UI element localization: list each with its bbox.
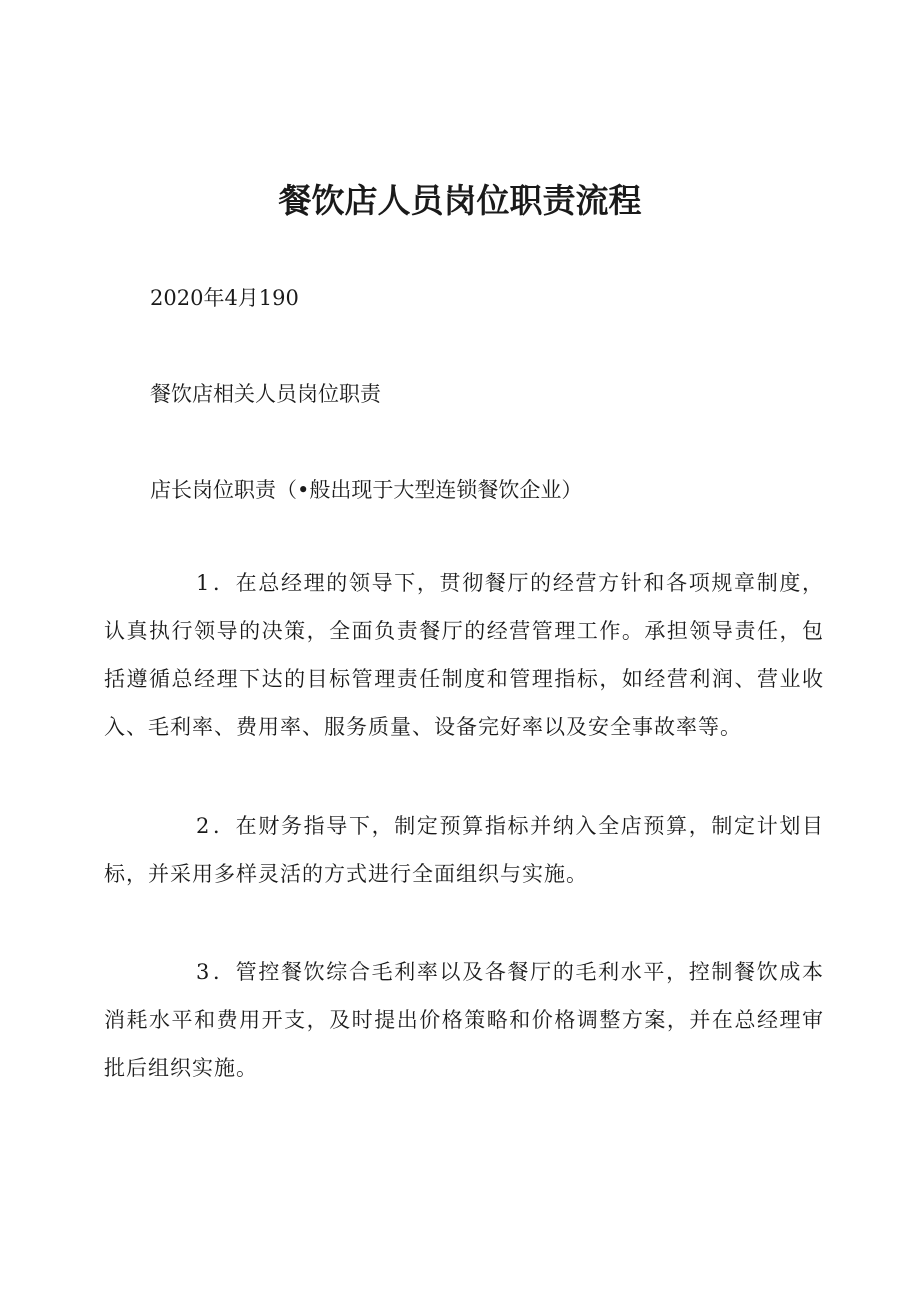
list-item-1 — [104, 559, 824, 751]
document-title: 餐饮店人员岗位职责流程 — [278, 181, 642, 220]
item-number: 2 — [196, 814, 211, 838]
item-text: ．在总经理的领导下，贯彻餐厅的经营方针和各项规章制度，认真执行领导的决策，全面负责餐厅的经营管理工作。承担领导责任，包括遵循总经理下达的目标管理责任制度和管理指标，如经营利润、营业收入、毛利率、费用率、服务质量、设备完好率以及安全事故率等。 — [104, 571, 824, 739]
item-text: ．在财务指导下，制定预算指标并纳入全店预算，制定计划目标，并采用多样灵活的方式进行全面组织与实施。 — [104, 814, 824, 886]
document-date: 2020年4月190 — [150, 286, 299, 310]
item-number: 3 — [196, 960, 211, 984]
list-item-2 — [104, 802, 824, 898]
item-text: ．管控餐饮综合毛利率以及各餐厅的毛利水平，控制餐饮成本消耗水平和费用开支，及时提出价格策略和价格调整方案，并在总经理审批后组织实施。 — [104, 960, 824, 1080]
section-heading: 店长岗位职责（•般出现于大型连锁餐饮企业） — [150, 478, 583, 502]
item-number: 1 — [196, 571, 211, 595]
list-item-3 — [104, 948, 824, 1092]
document-subheading: 餐饮店相关人员岗位职责 — [150, 382, 381, 406]
